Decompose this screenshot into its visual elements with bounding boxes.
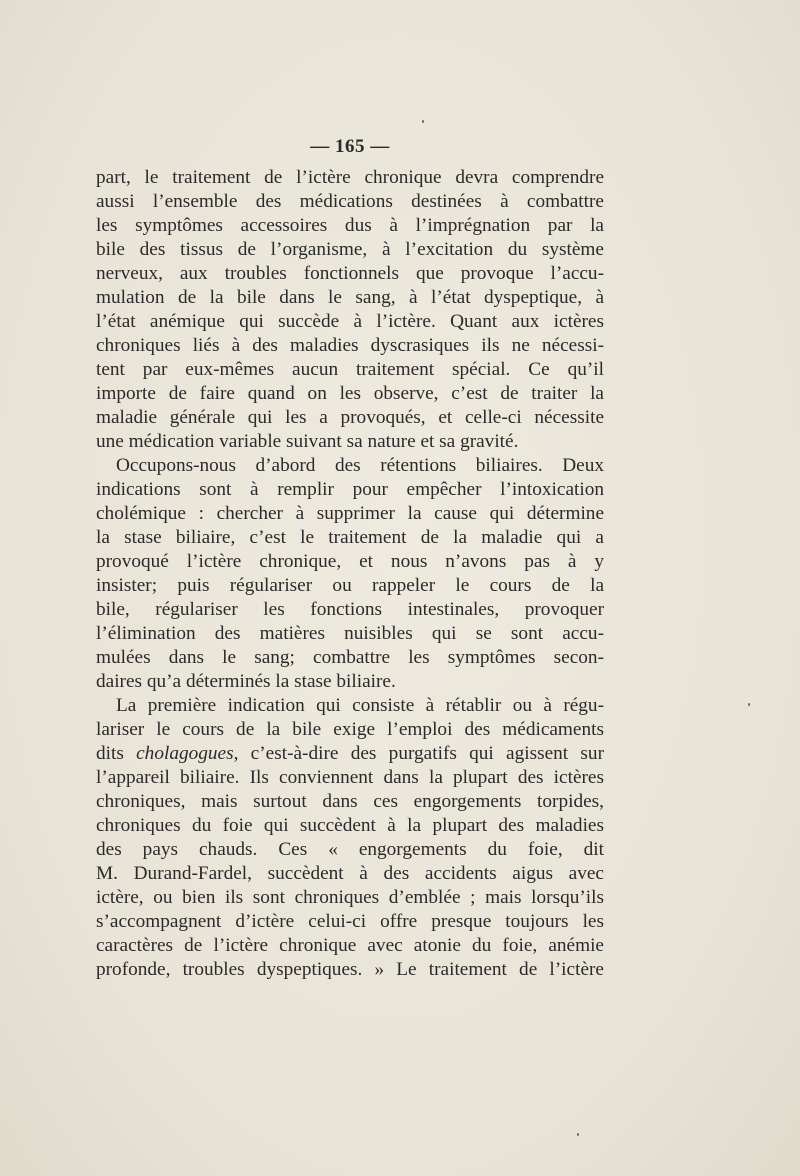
- text-line: lariser le cours de la bile exige l’emploi des médicaments: [96, 719, 604, 740]
- text-line: La première indication qui consiste à rétablir ou à régu-: [116, 695, 604, 716]
- paper-speck: [577, 1133, 579, 1136]
- text-line: des pays chauds. Ces « engorgements du foie, dit: [96, 839, 604, 860]
- text-line: maladie générale qui les a provoqués, et celle-ci nécessite: [96, 407, 604, 428]
- text-line: chroniques, mais surtout dans ces engorgements torpides,: [96, 791, 604, 812]
- text-line: l’état anémique qui succède à l’ictère. Quant aux ictères: [96, 311, 604, 332]
- page-number: — 165 —: [310, 136, 390, 157]
- text-line: s’accompagnent d’ictère celui-ci offre presque toujours les: [96, 911, 604, 932]
- text-line: caractères de l’ictère chronique avec atonie du foie, anémie: [96, 935, 604, 956]
- text-line: l’élimination des matières nuisibles qui se sont accu-: [96, 623, 604, 644]
- text-line: indications sont à remplir pour empêcher l’intoxication: [96, 479, 604, 500]
- text-line: chroniques liés à des maladies dyscrasiques ils ne nécessi-: [96, 335, 604, 356]
- text-line: une médication variable suivant sa nature et sa gravité.: [96, 431, 519, 452]
- text-line: tent par eux-mêmes aucun traitement spécial. Ce qu’il: [96, 359, 604, 380]
- text-line: M. Durand-Fardel, succèdent à des accidents aigus avec: [96, 863, 604, 884]
- text-line: aussi l’ensemble des médications destinées à combattre: [96, 191, 604, 212]
- text-line: profonde, troubles dyspeptiques. » Le traitement de l’ictère: [96, 959, 604, 980]
- text-line: bile, régulariser les fonctions intestinales, provoquer: [96, 599, 604, 620]
- text-line: l’appareil biliaire. Ils conviennent dans la plupart des ictères: [96, 767, 604, 788]
- text-line: nerveux, aux troubles fonctionnels que provoque l’accu-: [96, 263, 604, 284]
- text-line: cholémique : chercher à supprimer la cause qui détermine: [96, 503, 604, 524]
- text-line: mulées dans le sang; combattre les symptômes secon-: [96, 647, 604, 668]
- paragraph-3: [96, 694, 604, 982]
- text-line: bile des tissus de l’organisme, à l’excitation du système: [96, 239, 604, 260]
- text-line: insister; puis régulariser ou rappeler le cours de la: [96, 575, 604, 596]
- text-line: mulation de la bile dans le sang, à l’état dyspeptique, à: [96, 287, 604, 308]
- text-line: importe de faire quand on les observe, c’est de traiter la: [96, 383, 604, 404]
- body-text: [96, 166, 604, 982]
- paragraph-1: [96, 166, 604, 454]
- text-line: Occupons-nous d’abord des rétentions biliaires. Deux: [116, 455, 604, 476]
- text-line: part, le traitement de l’ictère chronique devra comprendre: [96, 167, 604, 188]
- text-line: les symptômes accessoires dus à l’imprégnation par la: [96, 215, 604, 236]
- paragraph-2: [96, 454, 604, 694]
- text-line: ictère, ou bien ils sont chroniques d’emblée ; mais lorsqu’ils: [96, 887, 604, 908]
- text-line: provoqué l’ictère chronique, et nous n’avons pas à y: [96, 551, 604, 572]
- paper-speck: [422, 120, 424, 123]
- paper-speck: [748, 703, 750, 706]
- text-line: chroniques du foie qui succèdent à la plupart des maladies: [96, 815, 604, 836]
- italic-term: cholagogues: [136, 743, 234, 764]
- text-line-with-italic: dits cholagogues, c’est-à-dire des purgatifs qui agissent sur: [96, 743, 604, 764]
- text-line: daires qu’a déterminés la stase biliaire.: [96, 671, 396, 692]
- text-line: la stase biliaire, c’est le traitement de la maladie qui a: [96, 527, 604, 548]
